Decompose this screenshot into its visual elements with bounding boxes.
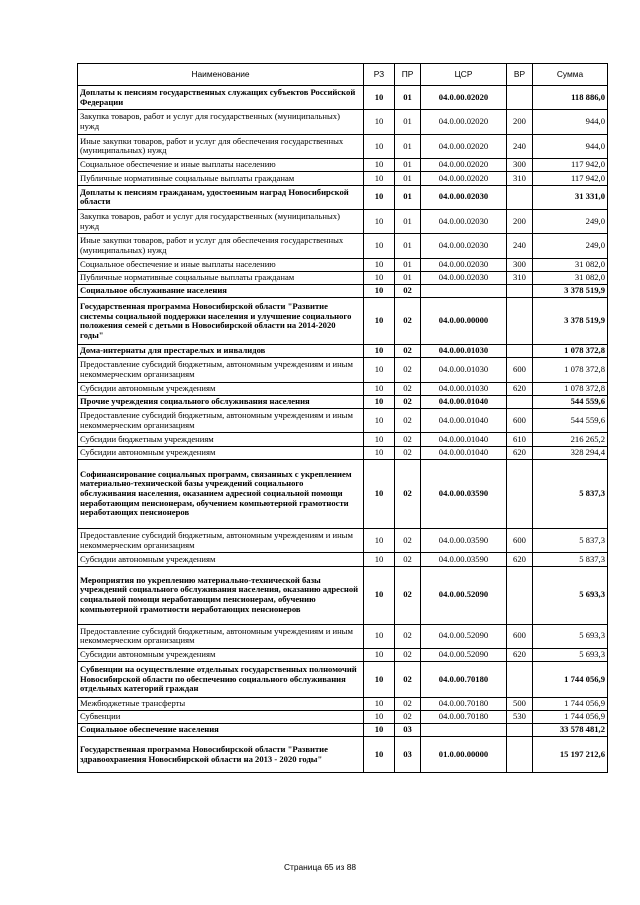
row-rz-cell: 10 [364,345,395,358]
row-sum-cell: 544 559,6 [533,409,608,433]
row-vr-cell [507,737,533,773]
row-rz-cell: 10 [364,433,395,446]
table-row [78,358,608,382]
row-pr-cell: 01 [395,159,421,172]
row-pr-cell: 02 [395,697,421,710]
table-row [78,409,608,433]
row-rz-cell: 10 [364,697,395,710]
row-name-cell: Субсидии автономным учреждениям [78,553,364,566]
header-csr: ЦСР [421,64,507,86]
row-vr-cell: 600 [507,528,533,552]
row-vr-cell: 530 [507,710,533,723]
row-pr-cell: 02 [395,662,421,698]
row-csr-cell: 04.0.00.03590 [421,459,507,528]
row-pr-cell: 01 [395,172,421,185]
row-csr-cell: 04.0.00.02030 [421,234,507,258]
row-vr-cell: 620 [507,382,533,395]
row-csr-cell: 04.0.00.01040 [421,409,507,433]
row-csr-cell: 04.0.00.02020 [421,134,507,158]
row-rz-cell: 10 [364,395,395,408]
table-row [78,110,608,134]
row-sum-cell: 1 744 056,9 [533,710,608,723]
row-vr-cell [507,724,533,737]
table-row [78,446,608,459]
row-name-cell: Социальное обслуживание населения [78,285,364,298]
row-vr-cell [507,298,533,345]
table-row [78,566,608,624]
row-rz-cell: 10 [364,185,395,209]
row-sum-cell: 1 078 372,8 [533,345,608,358]
table-row [78,553,608,566]
row-vr-cell: 600 [507,624,533,648]
row-vr-cell: 300 [507,159,533,172]
row-pr-cell: 03 [395,724,421,737]
row-vr-cell [507,345,533,358]
table-row [78,345,608,358]
row-vr-cell: 620 [507,648,533,661]
row-name-cell: Доплаты к пенсиям гражданам, удостоенным наград Новосибирской области [78,185,364,209]
row-vr-cell: 240 [507,134,533,158]
row-csr-cell: 04.0.00.03590 [421,528,507,552]
row-vr-cell: 500 [507,697,533,710]
row-rz-cell: 10 [364,285,395,298]
row-vr-cell: 620 [507,553,533,566]
row-pr-cell: 02 [395,433,421,446]
table-row [78,185,608,209]
row-sum-cell: 33 578 481,2 [533,724,608,737]
row-rz-cell: 10 [364,737,395,773]
row-vr-cell [507,566,533,624]
table-row [78,528,608,552]
row-csr-cell: 04.0.00.02030 [421,209,507,233]
row-vr-cell: 600 [507,409,533,433]
row-rz-cell: 10 [364,624,395,648]
row-vr-cell [507,285,533,298]
row-pr-cell: 02 [395,358,421,382]
row-rz-cell: 10 [364,358,395,382]
row-name-cell: Субсидии автономным учреждениям [78,446,364,459]
row-csr-cell: 04.0.00.52090 [421,648,507,661]
row-sum-cell: 31 082,0 [533,258,608,271]
row-name-cell: Социальное обеспечение и иные выплаты населению [78,159,364,172]
row-name-cell: Социальное обеспечение населения [78,724,364,737]
row-name-cell: Субсидии автономным учреждениям [78,382,364,395]
row-sum-cell: 15 197 212,6 [533,737,608,773]
row-csr-cell: 04.0.00.02020 [421,172,507,185]
row-pr-cell: 03 [395,737,421,773]
row-sum-cell: 249,0 [533,209,608,233]
row-rz-cell: 10 [364,724,395,737]
row-pr-cell: 02 [395,382,421,395]
table-row [78,737,608,773]
row-pr-cell: 01 [395,271,421,284]
row-csr-cell: 04.0.00.03590 [421,553,507,566]
row-name-cell: Публичные нормативные социальные выплаты гражданам [78,271,364,284]
header-vr: ВР [507,64,533,86]
row-vr-cell: 310 [507,271,533,284]
row-sum-cell: 1 744 056,9 [533,662,608,698]
row-csr-cell: 04.0.00.00000 [421,298,507,345]
row-rz-cell: 10 [364,172,395,185]
row-pr-cell: 01 [395,86,421,110]
row-csr-cell: 04.0.00.70180 [421,710,507,723]
row-csr-cell: 04.0.00.01040 [421,395,507,408]
header-name: Наименование [78,64,364,86]
row-name-cell: Публичные нормативные социальные выплаты гражданам [78,172,364,185]
row-csr-cell [421,285,507,298]
row-sum-cell: 249,0 [533,234,608,258]
table-row [78,86,608,110]
table-row [78,382,608,395]
row-rz-cell: 10 [364,110,395,134]
row-rz-cell: 10 [364,566,395,624]
row-vr-cell [507,86,533,110]
table-row [78,724,608,737]
row-pr-cell: 02 [395,624,421,648]
row-name-cell: Софинансирование социальных программ, связанных с укреплением материально-технической базы учреждений социального обслуживания населения, оказанием адресной социальной помощи неработающим пенсионерам, обучением компьютерной грамотности неработающих пенсионеров [78,459,364,528]
row-csr-cell: 04.0.00.01030 [421,345,507,358]
table-row [78,271,608,284]
row-csr-cell: 04.0.00.02020 [421,159,507,172]
row-rz-cell: 10 [364,446,395,459]
row-vr-cell: 200 [507,110,533,134]
row-name-cell: Социальное обеспечение и иные выплаты населению [78,258,364,271]
row-name-cell: Закупка товаров, работ и услуг для государственных (муниципальных) нужд [78,209,364,233]
row-sum-cell: 3 378 519,9 [533,285,608,298]
table-row [78,459,608,528]
row-rz-cell: 10 [364,159,395,172]
row-pr-cell: 02 [395,710,421,723]
row-vr-cell [507,395,533,408]
row-rz-cell: 10 [364,662,395,698]
table-row [78,433,608,446]
row-name-cell: Доплаты к пенсиям государственных служащих субъектов Российской Федерации [78,86,364,110]
row-pr-cell: 02 [395,566,421,624]
table-row [78,298,608,345]
row-sum-cell: 31 331,0 [533,185,608,209]
row-vr-cell [507,459,533,528]
row-pr-cell: 02 [395,528,421,552]
table-row [78,172,608,185]
row-rz-cell: 10 [364,710,395,723]
table-row [78,258,608,271]
row-rz-cell: 10 [364,258,395,271]
row-pr-cell: 02 [395,409,421,433]
row-csr-cell: 04.0.00.01030 [421,358,507,382]
table-row [78,159,608,172]
header-sum: Сумма [533,64,608,86]
row-rz-cell: 10 [364,648,395,661]
header-rz: РЗ [364,64,395,86]
row-name-cell: Закупка товаров, работ и услуг для государственных (муниципальных) нужд [78,110,364,134]
row-rz-cell: 10 [364,459,395,528]
row-name-cell: Мероприятия по укреплению материально-технической базы учреждений социального обслуживания населения, оказанию адресной социальной помощи неработающим пенсионерам, обучению компьютерной грамотности неработающих пенсионеров [78,566,364,624]
row-csr-cell: 04.0.00.70180 [421,697,507,710]
row-vr-cell: 240 [507,234,533,258]
table-row [78,648,608,661]
row-vr-cell: 310 [507,172,533,185]
row-sum-cell: 3 378 519,9 [533,298,608,345]
row-csr-cell: 04.0.00.70180 [421,662,507,698]
row-sum-cell: 544 559,6 [533,395,608,408]
row-pr-cell: 02 [395,553,421,566]
table-row [78,710,608,723]
row-pr-cell: 02 [395,395,421,408]
row-csr-cell: 04.0.00.01040 [421,433,507,446]
row-vr-cell [507,662,533,698]
row-pr-cell: 02 [395,298,421,345]
row-vr-cell: 300 [507,258,533,271]
row-pr-cell: 01 [395,209,421,233]
row-csr-cell: 04.0.00.02030 [421,258,507,271]
row-sum-cell: 1 744 056,9 [533,697,608,710]
row-pr-cell: 01 [395,258,421,271]
row-sum-cell: 5 837,3 [533,553,608,566]
row-pr-cell: 02 [395,648,421,661]
row-pr-cell: 01 [395,134,421,158]
table-row [78,234,608,258]
row-name-cell: Дома-интернаты для престарелых и инвалидов [78,345,364,358]
row-sum-cell: 216 265,2 [533,433,608,446]
row-csr-cell: 04.0.00.01030 [421,382,507,395]
row-sum-cell: 31 082,0 [533,271,608,284]
row-rz-cell: 10 [364,528,395,552]
row-sum-cell: 1 078 372,8 [533,382,608,395]
row-pr-cell: 02 [395,285,421,298]
row-rz-cell: 10 [364,209,395,233]
row-sum-cell: 328 294,4 [533,446,608,459]
row-pr-cell: 01 [395,110,421,134]
row-sum-cell: 117 942,0 [533,159,608,172]
table-body [78,86,608,773]
row-name-cell: Предоставление субсидий бюджетным, автономным учреждениям и иным некоммерческим организациям [78,358,364,382]
row-vr-cell [507,185,533,209]
row-csr-cell [421,724,507,737]
row-csr-cell: 04.0.00.52090 [421,624,507,648]
row-sum-cell: 117 942,0 [533,172,608,185]
table-row [78,209,608,233]
row-csr-cell: 04.0.00.01040 [421,446,507,459]
row-csr-cell: 04.0.00.52090 [421,566,507,624]
row-rz-cell: 10 [364,382,395,395]
table-row [78,395,608,408]
row-rz-cell: 10 [364,553,395,566]
row-sum-cell: 5 693,3 [533,566,608,624]
row-name-cell: Субсидии бюджетным учреждениям [78,433,364,446]
row-name-cell: Иные закупки товаров, работ и услуг для обеспечения государственных (муниципальных) нужд [78,234,364,258]
row-vr-cell: 200 [507,209,533,233]
row-sum-cell: 5 837,3 [533,528,608,552]
row-pr-cell: 02 [395,459,421,528]
row-csr-cell: 04.0.00.02020 [421,110,507,134]
row-vr-cell: 600 [507,358,533,382]
row-csr-cell: 01.0.00.00000 [421,737,507,773]
row-name-cell: Прочие учреждения социального обслуживания населения [78,395,364,408]
row-name-cell: Межбюджетные трансферты [78,697,364,710]
row-rz-cell: 10 [364,134,395,158]
row-pr-cell: 02 [395,345,421,358]
row-sum-cell: 5 837,3 [533,459,608,528]
table-row [78,697,608,710]
row-sum-cell: 5 693,3 [533,624,608,648]
table-row [78,662,608,698]
header-pr: ПР [395,64,421,86]
row-sum-cell: 944,0 [533,110,608,134]
row-csr-cell: 04.0.00.02030 [421,271,507,284]
row-sum-cell: 1 078 372,8 [533,358,608,382]
row-pr-cell: 01 [395,234,421,258]
row-name-cell: Иные закупки товаров, работ и услуг для обеспечения государственных (муниципальных) нужд [78,134,364,158]
row-name-cell: Субвенции на осуществление отдельных государственных полномочий Новосибирской области по обеспечению социального обслуживания отдельных категорий граждан [78,662,364,698]
row-name-cell: Субвенции [78,710,364,723]
table-row [78,134,608,158]
budget-table [77,63,608,773]
row-rz-cell: 10 [364,271,395,284]
row-sum-cell: 118 886,0 [533,86,608,110]
row-rz-cell: 10 [364,86,395,110]
table-row [78,624,608,648]
row-vr-cell: 620 [507,446,533,459]
row-pr-cell: 02 [395,446,421,459]
row-name-cell: Предоставление субсидий бюджетным, автономным учреждениям и иным некоммерческим организациям [78,528,364,552]
row-sum-cell: 944,0 [533,134,608,158]
row-rz-cell: 10 [364,234,395,258]
row-name-cell: Предоставление субсидий бюджетным, автономным учреждениям и иным некоммерческим организациям [78,409,364,433]
row-vr-cell: 610 [507,433,533,446]
row-rz-cell: 10 [364,298,395,345]
table-header-row [78,64,608,86]
row-csr-cell: 04.0.00.02020 [421,86,507,110]
table-row [78,285,608,298]
row-pr-cell: 01 [395,185,421,209]
row-csr-cell: 04.0.00.02030 [421,185,507,209]
row-rz-cell: 10 [364,409,395,433]
row-name-cell: Государственная программа Новосибирской области "Развитие здравоохранения Новосибирской области на 2013 - 2020 годы" [78,737,364,773]
page-number: Страница 65 из 88 [283,862,357,872]
row-name-cell: Государственная программа Новосибирской области "Развитие системы социальной поддержки населения и улучшение социального положения семей с детьми в Новосибирской области на 2014-2020 годы" [78,298,364,345]
row-name-cell: Субсидии автономным учреждениям [78,648,364,661]
row-name-cell: Предоставление субсидий бюджетным, автономным учреждениям и иным некоммерческим организациям [78,624,364,648]
row-sum-cell: 5 693,3 [533,648,608,661]
